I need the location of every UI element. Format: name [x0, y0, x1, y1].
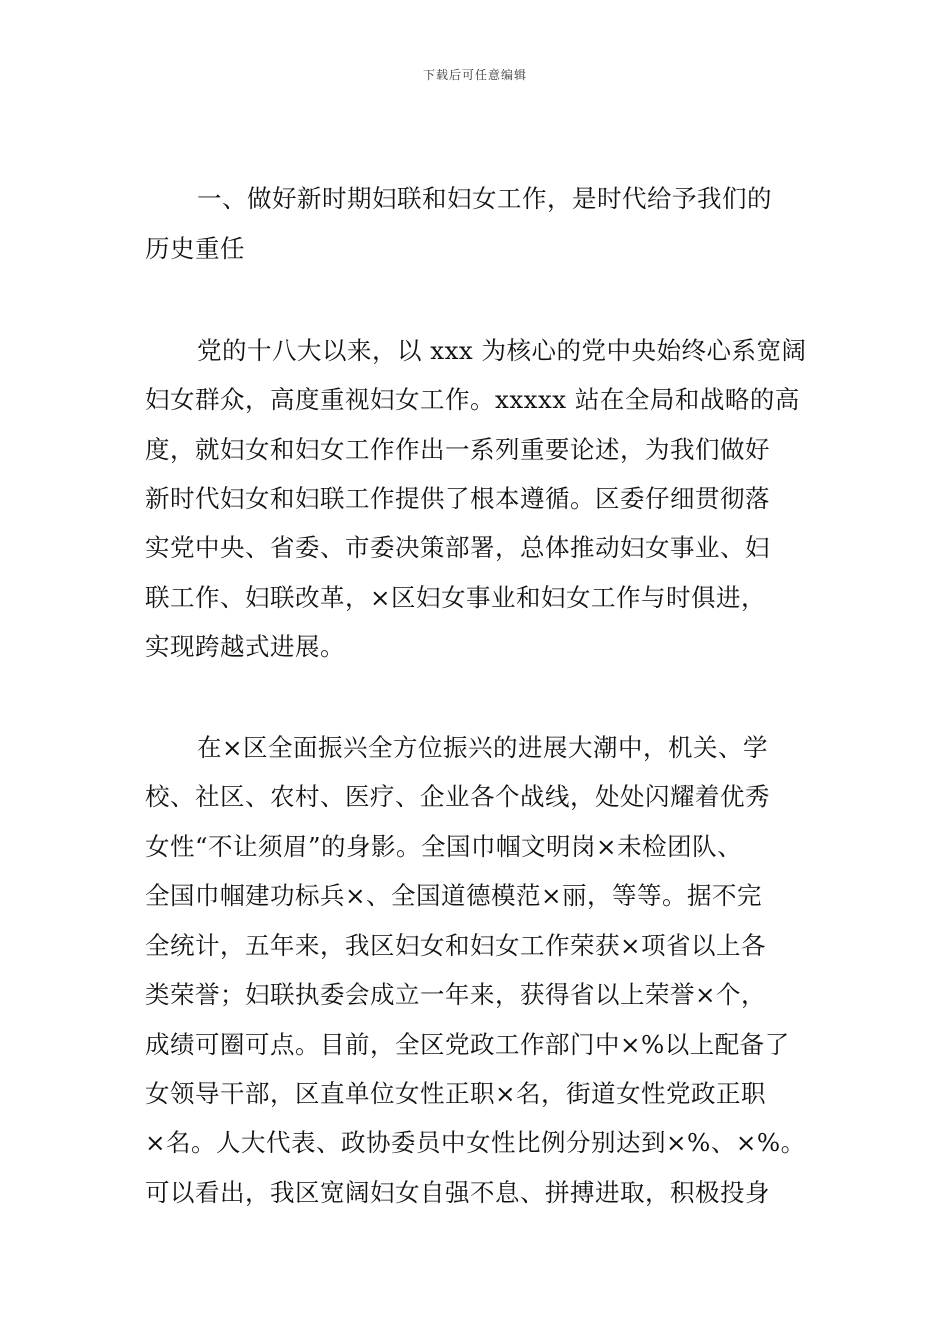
section-heading-line-2: 历史重任 [145, 234, 245, 263]
paragraph-1-line: 实现跨越式进展。 [145, 632, 345, 661]
paragraph-1-line: 妇女群众，高度重视妇女工作。xxxxx 站在全局和战略的高 [145, 385, 800, 414]
paragraph-1-line: 度，就妇女和妇女工作作出一系列重要论述，为我们做好 [145, 435, 770, 464]
paragraph-2-line: 全国巾帼建功标兵×、全国道德模范×丽，等等。据不完 [145, 881, 763, 910]
paragraph-2-line: 女领导干部，区直单位女性正职×名，街道女性党政正职 [145, 1079, 767, 1108]
paragraph-2-line: 女性“不让须眉”的身影。全国巾帼文明岗×未检团队、 [145, 832, 743, 861]
paragraph-2-line: 可以看出，我区宽阔妇女自强不息、拼搏进取，积极投身 [145, 1178, 770, 1207]
paragraph-2-line: 全统计，五年来，我区妇女和妇女工作荣获×项省以上各 [145, 931, 767, 960]
paragraph-1-line: 新时代妇女和妇联工作提供了根本遵循。区委仔细贯彻落 [145, 484, 770, 513]
paragraph-1-line: 党的十八大以来，以 xxx 为核心的党中央始终心系宽阔 [197, 336, 807, 365]
paragraph-2-line: 类荣誉；妇联执委会成立一年来，获得省以上荣誉×个， [145, 980, 767, 1009]
paragraph-2-line: 校、社区、农村、医疗、企业各个战线，处处闪耀着优秀 [145, 782, 770, 811]
header-note: 下载后可任意编辑 [422, 68, 527, 82]
paragraph-1-line: 联工作、妇联改革，×区妇女事业和妇女工作与时俱进， [145, 583, 767, 612]
section-heading-line-1: 一、做好新时期妇联和妇女工作，是时代给予我们的 [197, 184, 772, 213]
paragraph-1-line: 实党中央、省委、市委决策部署，总体推动妇女事业、妇 [145, 533, 770, 562]
paragraph-2-line: 在×区全面振兴全方位振兴的进展大潮中，机关、学 [197, 733, 769, 762]
paragraph-2-line: 成绩可圈可点。目前，全区党政工作部门中×%以上配备了 [145, 1030, 790, 1059]
paragraph-2-line: ×名。人大代表、政协委员中女性比例分别达到×%、×%。 [145, 1128, 806, 1157]
